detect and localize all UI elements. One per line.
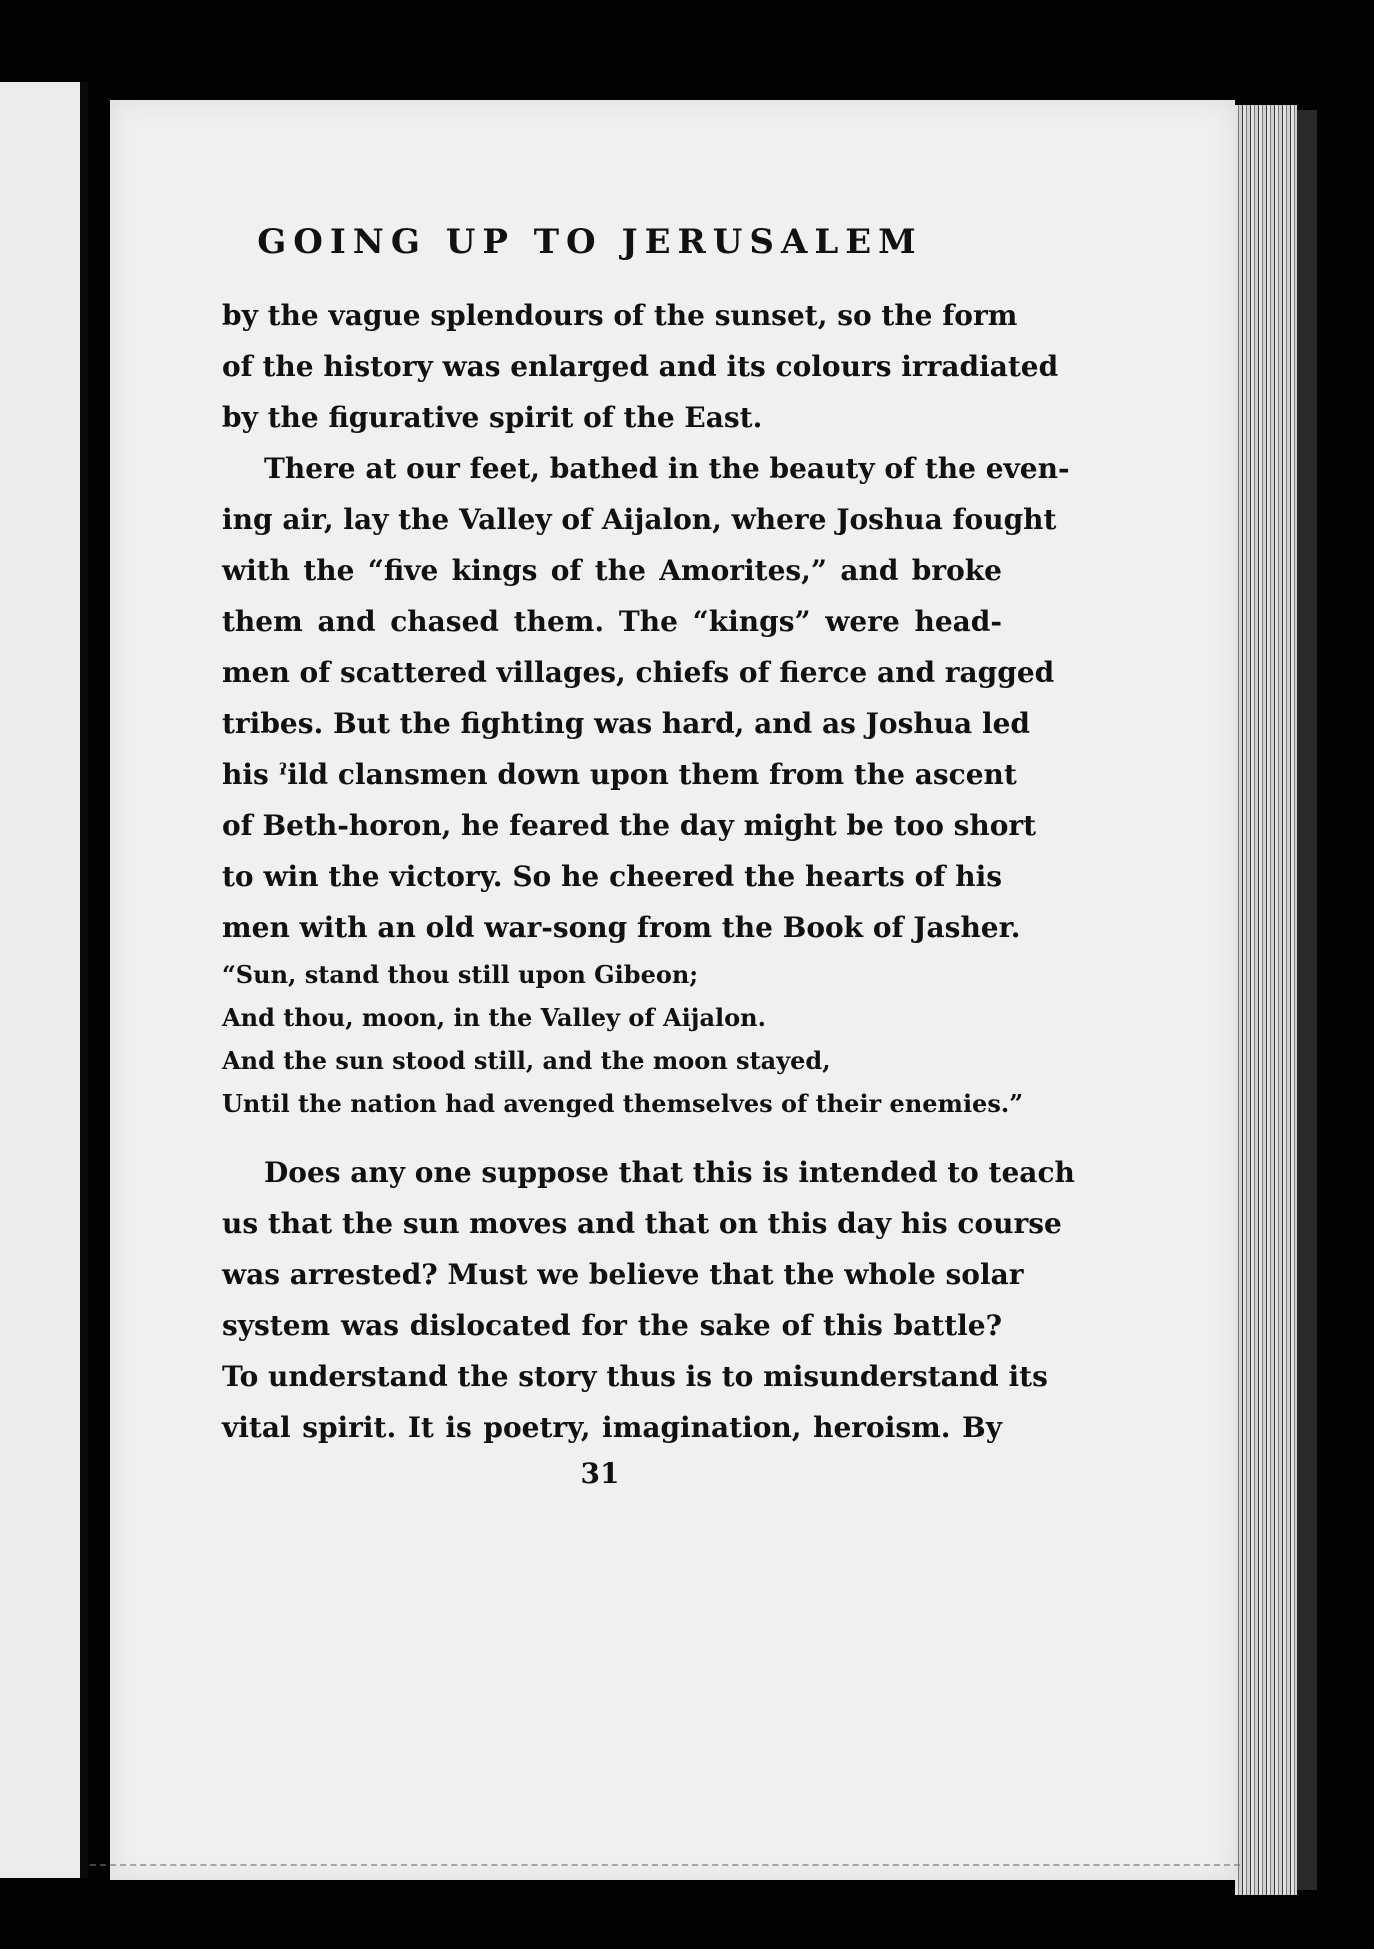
text-line: to win the victory. So he cheered the hearts of his (222, 860, 1002, 893)
text-line: men with an old war-song from the Book of Jasher. (222, 911, 1021, 944)
text-line: with the “five kings of the Amorites,” and broke (222, 554, 1002, 587)
text-line: was arrested? Must we believe that the whole solar (222, 1258, 1024, 1291)
text-line: tribes. But the fighting was hard, and as Joshua led (222, 707, 1030, 740)
text-line: them and chased them. The “kings” were head- (222, 605, 1002, 638)
verse-line: “Sun, stand thou still upon Gibeon; (222, 960, 699, 989)
text-line: his ˀild clansmen down upon them from the ascent (222, 758, 1017, 791)
text-line: men of scattered villages, chiefs of fierce and ragged (222, 656, 1055, 689)
page-edges-stack (1235, 105, 1297, 1895)
bottom-page-edge (90, 1864, 1240, 1880)
text-line: of the history was enlarged and its colours irradiated (222, 350, 1059, 383)
text-line: of Beth-horon, he feared the day might be too short (222, 809, 1037, 842)
text-line: vital spirit. It is poetry, imagination, heroism. By (222, 1411, 1002, 1444)
left-facing-page-edge (0, 82, 88, 1878)
text-line: us that the sun moves and that on this day his course (222, 1207, 1062, 1240)
verse-line: Until the nation had avenged themselves of their enemies.” (222, 1089, 1023, 1118)
text-line: There at our feet, bathed in the beauty of the even- (264, 452, 1070, 485)
verse-line: And thou, moon, in the Valley of Aijalon. (222, 1003, 766, 1032)
page-number: 31 (580, 1457, 620, 1490)
text-line: system was dislocated for the sake of this battle? (222, 1309, 1002, 1342)
running-head: GOING UP TO JERUSALEM (257, 222, 923, 262)
text-line: by the vague splendours of the sunset, so the form (222, 299, 1018, 332)
body-text (222, 290, 1075, 1453)
book-cover-edge (1297, 110, 1317, 1890)
text-line: ing air, lay the Valley of Aijalon, where Joshua fought (222, 503, 1057, 536)
text-line: To understand the story thus is to misunderstand its (222, 1360, 1048, 1393)
text-line: Does any one suppose that this is intended to teach (264, 1156, 1075, 1189)
text-line: by the figurative spirit of the East. (222, 401, 763, 434)
verse-line: And the sun stood still, and the moon stayed, (222, 1046, 831, 1075)
